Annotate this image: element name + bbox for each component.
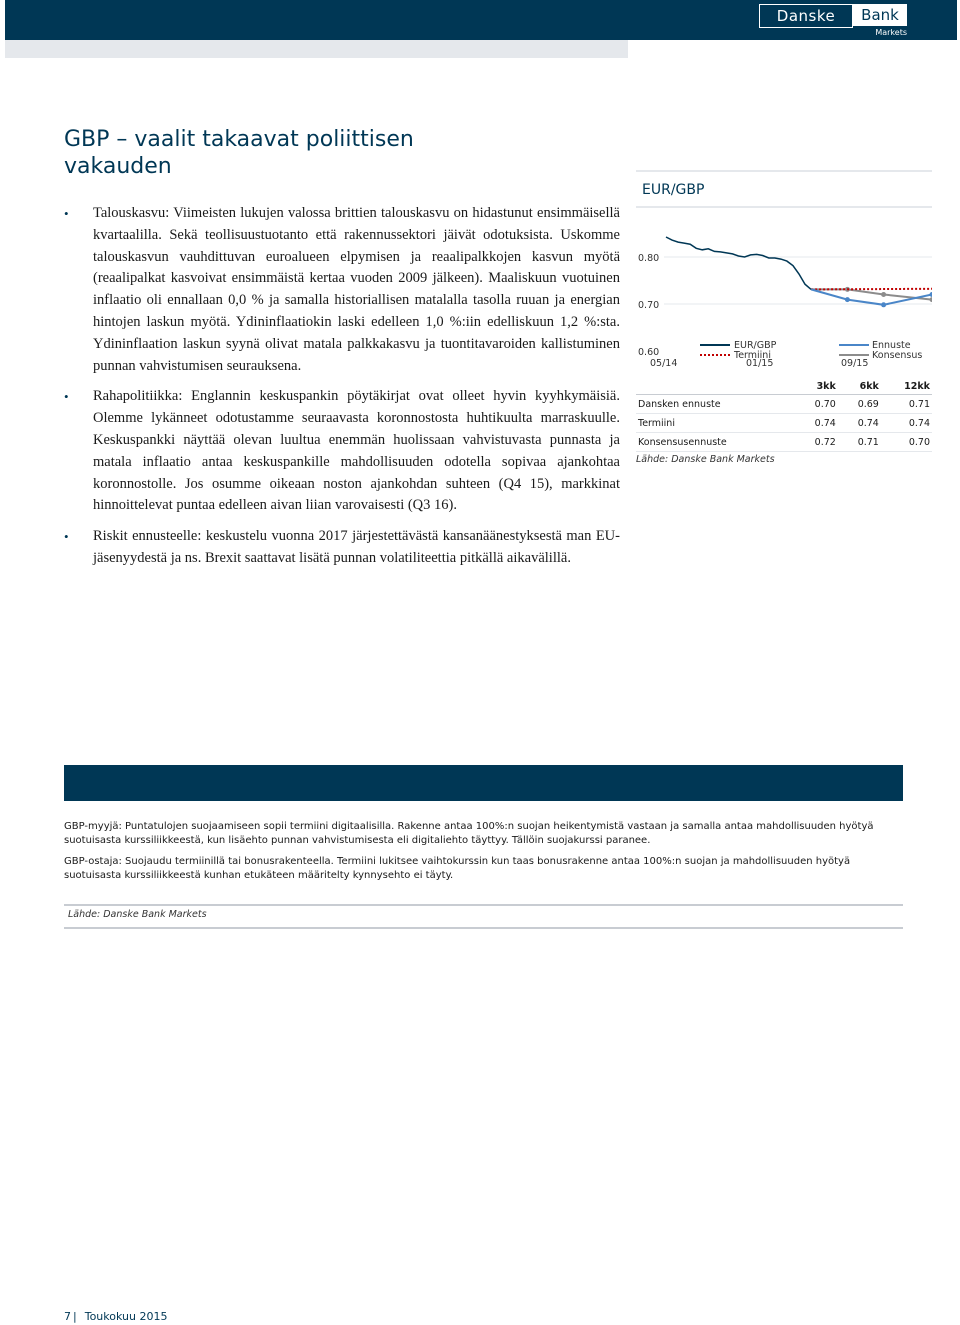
table-cell: 0.72	[795, 433, 838, 452]
series-layer	[666, 237, 932, 307]
table-row	[636, 414, 932, 433]
legend-label-forecast: Ennuste	[872, 340, 911, 351]
x-tick-label: 05/14	[650, 358, 678, 369]
chart-top-rule	[636, 170, 932, 172]
header-subbar	[5, 40, 628, 58]
eurgbp-line-chart	[636, 210, 932, 370]
row-label: Dansken ennuste	[636, 395, 795, 414]
data-point	[845, 297, 850, 302]
recommendation-text	[64, 820, 903, 890]
table-header-cell: 3kk	[795, 378, 838, 395]
bullet-risks: • Riskit ennusteelle: keskustelu vuonna 2017 järjestettävästä kansanäänestyksestä man EU-jäsenyydestä ja ns. Brexit saattavat lisätä punnan volatiliteettia pitkällä aikavälillä.	[64, 526, 620, 570]
data-point	[881, 292, 886, 297]
page-number: 7	[64, 1310, 71, 1323]
legend-label-forward: Termiini	[734, 350, 771, 361]
legend-label-spot: EUR/GBP	[734, 340, 777, 351]
table-row	[636, 433, 932, 452]
x-tick-label: 01/15	[746, 358, 774, 369]
table-cell: 0.74	[838, 414, 881, 433]
data-point	[930, 292, 933, 297]
top-banner	[5, 0, 957, 40]
row-label: Termiini	[636, 414, 795, 433]
series-line-eurgbp	[666, 237, 811, 289]
bullet-list	[64, 203, 620, 579]
recommendation-buyer: GBP-ostaja: Suojaudu termiinillä tai bonusrakenteella. Termiini lukitsee vaihtokurssin kun taas bonusrakenne antaa 100%:n suojan ja mahdollisuuden hyötyä suotuisasta kurssiliikkeestä kunhan etukäteen määritelty kynnysehto ei täyty.	[64, 856, 851, 881]
y-tick-label: 0.70	[638, 300, 660, 311]
data-point	[881, 302, 886, 307]
page-title: GBP – vaalit takaavat poliittisen vakauden	[64, 127, 414, 179]
legend-label-consensus: Konsensus	[872, 350, 923, 361]
bullet-monetary-policy: • Rahapolitiikka: Englannin keskuspankin pöytäkirjat ovat olleet hyvin kyyhkymäisiä. Olemme lykänneet odotustamme seuraavasta koronnostosta huhtikuulta marraskuulle. Keskuspankki näyttää olevan luultua enemmän huolissaan vahvistuvasta punnasta ja matala inflaatio antaa keskuspankille mahdollisuuden odotella sopivaa ajankohtaa koronnostolle. Jos osumme oikeaan noston ajankohdan suhteen (Q4 15), markkinat hinnoittelevat puntaa edelleen aivan liian varovaisesti (Q3 16).	[64, 386, 620, 517]
recommendation-source: Lähde: Danske Bank Markets	[68, 909, 207, 920]
y-tick-label: 0.60	[638, 347, 660, 358]
x-tick-label: 09/15	[841, 358, 869, 369]
page-footer	[64, 1310, 167, 1323]
data-point	[930, 297, 933, 302]
divider	[64, 904, 903, 906]
logo-markets: Markets	[875, 28, 907, 37]
table-header-cell	[636, 378, 795, 395]
chart-title: EUR/GBP	[642, 182, 705, 198]
table-cell: 0.71	[838, 433, 881, 452]
table-header-cell: 6kk	[838, 378, 881, 395]
table-cell: 0.70	[881, 433, 932, 452]
table-row	[636, 395, 932, 414]
divider	[64, 927, 903, 929]
table-cell: 0.74	[795, 414, 838, 433]
footer-separator: |	[73, 1310, 77, 1323]
forecast-table	[636, 378, 932, 452]
chart-source: Lähde: Danske Bank Markets	[636, 454, 775, 465]
y-tick-label: 0.80	[638, 253, 660, 264]
bullet-growth: • Talouskasvu: Viimeisten lukujen valossa brittien talouskasvu on hidastunut ensimmäisellä kvartaalilla. Sekä teollisuustuotanto että rakennussektori jäivät odotuksista. Uskomme talouskasvun vauhdittuvan euroalueen elpymisen ja reaalipalkkojen kasvun myötä (reaalipalkat kasvoivat ensimmäistä kertaa vuoden 2009 jälkeen). Maaliskuun vuotuinen inflaatio oli ennallaan 0,0 % ja samalla historiallisen matalalla tasolla ruuan ja energian hintojen laskun myötä. Ydininflaatiokin laski edelleen 1,0 %:iin edelliskuun 1,2 %:sta. Ydininflaation laskun syynä olivat matala palkkakasvu ja tuontitavaroiden kallistuminen punnan vahvistumisen seurauksena.	[64, 203, 620, 377]
recommendation-banner	[64, 765, 903, 801]
table-cell: 0.71	[881, 395, 932, 414]
forecast-table-header	[636, 378, 932, 395]
row-label: Konsensusennuste	[636, 433, 795, 452]
logo-bank: Bank	[853, 4, 907, 26]
logo-danske: Danske	[759, 4, 853, 28]
table-cell: 0.74	[881, 414, 932, 433]
footer-date: Toukokuu 2015	[84, 1310, 168, 1323]
table-header-cell: 12kk	[881, 378, 932, 395]
table-cell: 0.70	[795, 395, 838, 414]
eurgbp-chart-panel	[636, 170, 932, 475]
table-cell: 0.69	[838, 395, 881, 414]
recommendation-seller: GBP-myyjä: Puntatulojen suojaamiseen sopii termiini digitaalisilla. Rakenne antaa 100%:n suojan heikentymistä vastaan ja samalla antaa mahdollisuuden hyötyä suotuisasta kurssiliikkeestä, kun lisäehto punnan vahvistumisesta eli digitaliehto täyttyy. Tällöin suojakurssi paranee.	[64, 821, 874, 846]
chart-title-rule	[636, 206, 932, 208]
